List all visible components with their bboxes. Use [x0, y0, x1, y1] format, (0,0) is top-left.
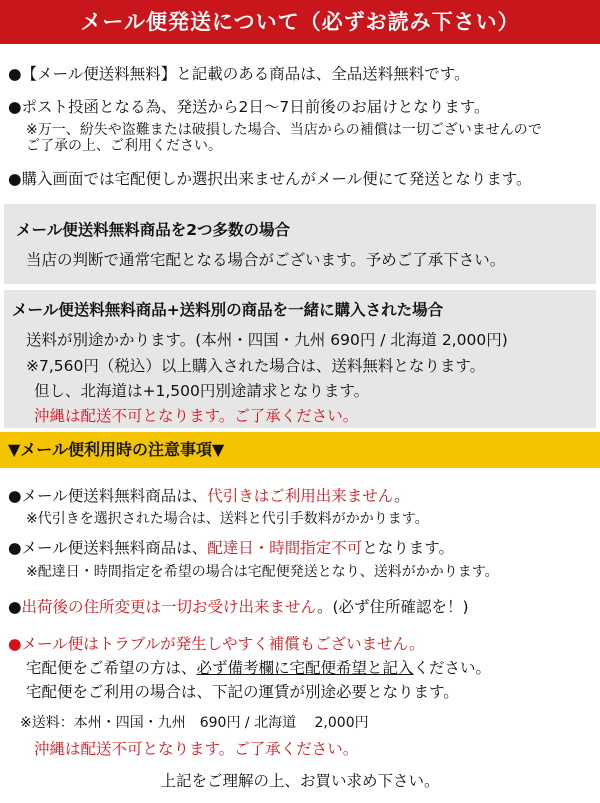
- notice-takuhai-request: 宅配便をご希望の方は、必ず備考欄に宅配便希望と記入ください。: [26, 659, 492, 677]
- intro-note-line2: ご了承の上、ご利用ください。: [26, 138, 222, 154]
- mixed-purchase-free-threshold: ※7,560円（税込）以上購入された場合は、送料無料となります。: [26, 357, 486, 375]
- intro-free-shipping: ●【メール便送料無料】と記載のある商品は、全品送料無料です。: [8, 65, 470, 83]
- mixed-purchase-title: メール便送料無料商品+送料別の商品を一緒に購入された場合: [12, 301, 444, 319]
- notice-delivery-date: ●メール便送料無料商品は、配達日・時間指定不可となります。: [8, 539, 454, 557]
- mixed-purchase-fee: 送料が別途かかります。(本州・四国・九州 690円 / 北海道 2,000円): [26, 331, 508, 349]
- mixed-purchase-hokkaido: 但し、北海道は+1,500円別途請求となります。: [34, 382, 370, 400]
- page-title: メール便発送について（必ずお読み下さい）: [80, 10, 520, 34]
- mixed-purchase-okinawa: 沖縄は配送不可となります。ご了承ください。: [34, 407, 359, 425]
- shipping-fee-line: ※送料：本州・四国・九州 690円 / 北海道 2,000円: [20, 715, 369, 731]
- notice-cod-note: ※代引きを選択された場合は、送料と代引手数料がかかります。: [26, 511, 429, 527]
- okinawa-note: 沖縄は配送不可となります。ご了承ください。: [34, 740, 359, 758]
- delivery-date-warning: 配達日・時間指定不可: [207, 539, 363, 557]
- cod-warning: 代引きはご利用出来ません: [207, 487, 395, 505]
- multi-item-text: 当店の判断で通常宅配となる場合がございます。予めご了承下さい。: [26, 251, 506, 269]
- notice-address-change: ●出荷後の住所変更は一切お受け出来ません。(必ず住所確認を！): [8, 598, 469, 616]
- remarks-instruction: 必ず備考欄に宅配便希望と記入: [196, 659, 414, 677]
- intro-delivery-time: ●ポスト投函となる為、発送から2日〜7日前後のお届けとなります。: [8, 98, 490, 116]
- closing-message: 上記をご理解の上、お買い求め下さい。: [160, 772, 440, 790]
- address-change-warning: 出荷後の住所変更は一切お受け出来ません: [21, 598, 317, 616]
- notice-title: ▼メール便利用時の注意事項▼: [8, 440, 225, 459]
- notice-takuhai-fee: 宅配便をご利用の場合は、下記の運賃が別途必要となります。: [26, 683, 459, 701]
- multi-item-title: メール便送料無料商品を2つ多数の場合: [16, 221, 290, 239]
- notice-delivery-date-note: ※配達日・時間指定を希望の場合は宅配便発送となり、送料がかかります。: [26, 564, 499, 580]
- notice-cod: ●メール便送料無料商品は、代引きはご利用出来ません。: [8, 487, 410, 505]
- notice-bar: [0, 432, 600, 468]
- page-header: [0, 0, 600, 44]
- notice-trouble: ●メール便はトラブルが発生しやすく補償もございません。: [8, 635, 425, 653]
- intro-purchase-note: ●購入画面では宅配便しか選択出来ませんがメール便にて発送となります。: [8, 170, 532, 188]
- multi-item-box: [4, 204, 596, 284]
- intro-note-line1: ※万一、紛失や盗難または破損した場合、当店からの補償は一切ございませんので: [26, 122, 542, 138]
